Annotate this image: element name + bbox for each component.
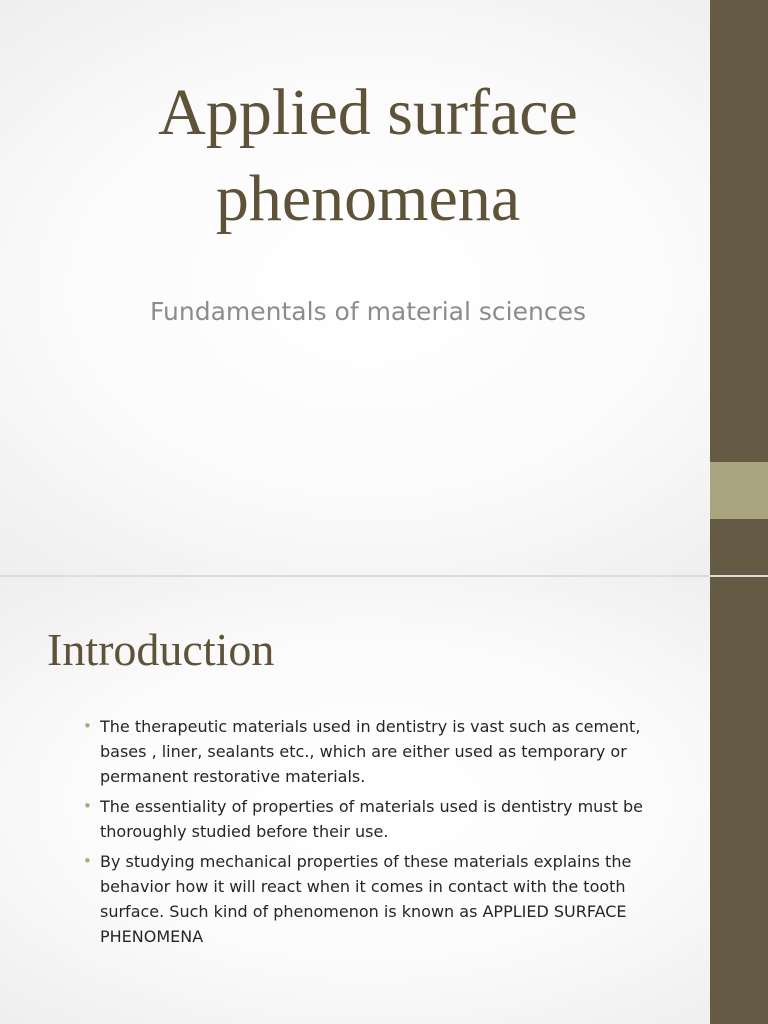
slide-title: Applied surface phenomena	[158, 76, 578, 235]
bullet-item	[80, 794, 680, 844]
slide-subtitle: Fundamentals of material sciences	[150, 297, 586, 326]
side-accent-block	[710, 462, 768, 519]
bullet-item	[80, 849, 680, 949]
introduction-slide	[0, 577, 768, 1024]
bullet-item	[80, 714, 680, 789]
bullet-list	[80, 714, 680, 954]
bullet-marker-icon: •	[83, 797, 92, 815]
bullet-marker-icon: •	[83, 717, 92, 735]
slide-heading: Introduction	[47, 624, 275, 675]
bullet-text: The essentiality of properties of materials used is dentistry must be thoroughly studied before their use.	[100, 797, 643, 841]
side-decoration-bar	[710, 577, 768, 1024]
bullet-text: The therapeutic materials used in dentistry is vast such as cement, bases , liner, sealants etc., which are either used as temporary or permanent restorative materials.	[100, 717, 641, 786]
bullet-text: By studying mechanical properties of these materials explains the behavior how it will react when it comes in contact with the tooth surface. Such kind of phenomenon is known as APPLIED SURFACE PHENOMENA	[100, 852, 632, 946]
bullet-marker-icon: •	[83, 852, 92, 870]
